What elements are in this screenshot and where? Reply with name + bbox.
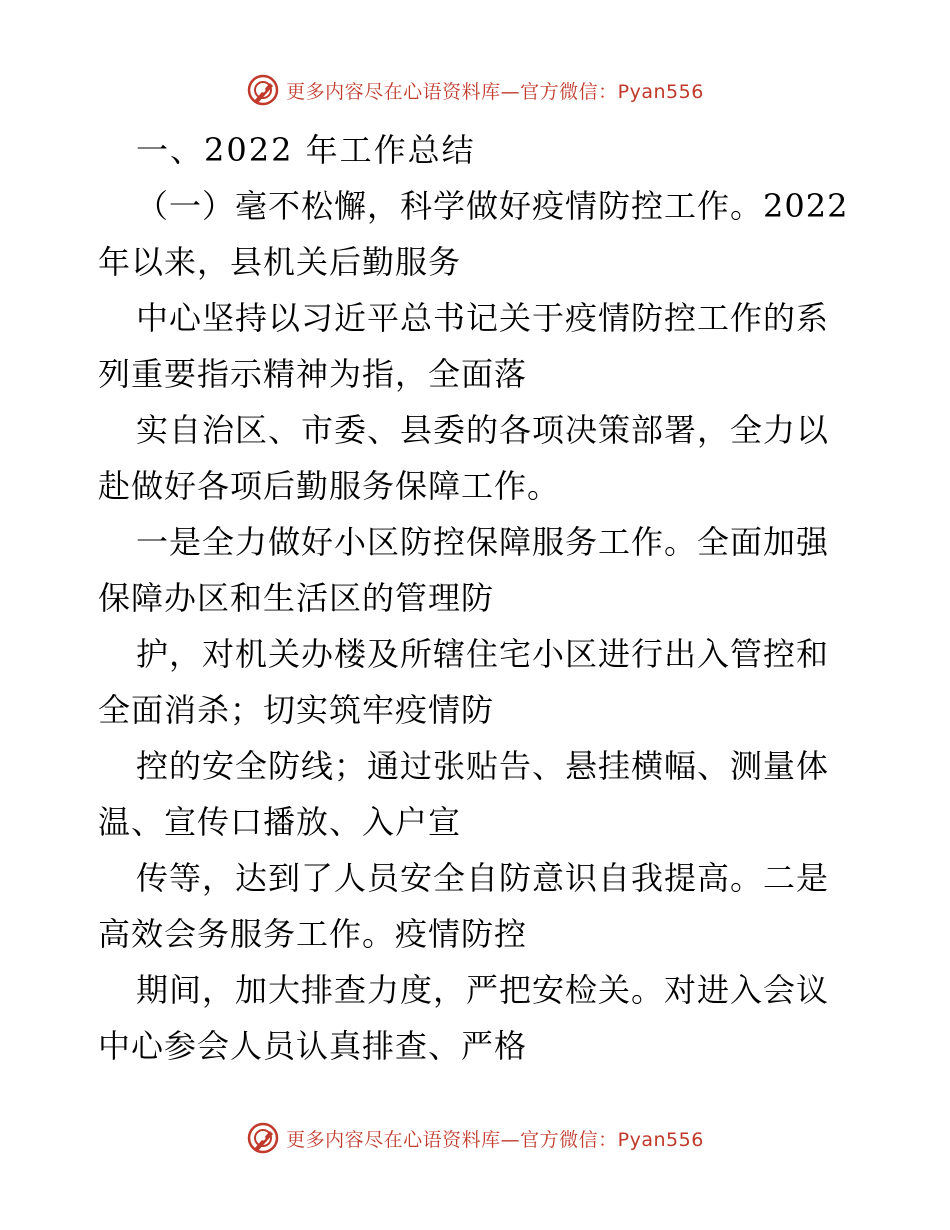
paragraph-line: 赴做好各项后勤服务保障工作。 [98,467,561,505]
paragraph-line: 控的安全防线；通过张贴告、悬挂横幅、测量体 [136,747,830,785]
paragraph-line: 护，对机关办楼及所辖住宅小区进行出入管控和 [136,635,830,673]
paragraph-line: 传等，达到了人员安全自防意识自我提高。二是 [136,859,830,897]
paragraph-line: 高效会务服务工作。疫情防控 [98,915,528,953]
paragraph-line: 一是全力做好小区防控保障服务工作。全面加强 [136,523,830,561]
banner-text: 更多内容尽在心语资料库—官方微信：Pyan556 [286,80,704,103]
banner-text: 更多内容尽在心语资料库—官方微信：Pyan556 [286,1128,704,1151]
paragraph-line: 保障办区和生活区的管理防 [98,579,495,617]
footer-banner [0,1118,950,1158]
paragraph-line: 年以来，县机关后勤服务 [98,243,462,281]
document-body [98,122,858,1074]
paragraph-line: 中心参会人员认真排查、严格 [98,1027,528,1065]
paragraph-line: 全面消杀；切实筑牢疫情防 [98,691,495,729]
paragraph-line: （一）毫不松懈，科学做好疫情防控工作。2022 [136,187,849,225]
paragraph-line: 中心坚持以习近平总书记关于疫情防控工作的系 [136,299,830,337]
pen-logo-icon [246,73,280,107]
section-heading: 一、2022 年工作总结 [136,131,476,169]
paragraph-line: 列重要指示精神为指，全面落 [98,355,528,393]
paragraph-line: 实自治区、市委、县委的各项决策部署，全力以 [136,411,830,449]
header-banner [0,70,950,110]
paragraph-line: 温、宣传口播放、入户宣 [98,803,462,841]
pen-logo-icon [246,1121,280,1155]
paragraph-line: 期间，加大排查力度，严把安检关。对进入会议 [136,971,830,1009]
